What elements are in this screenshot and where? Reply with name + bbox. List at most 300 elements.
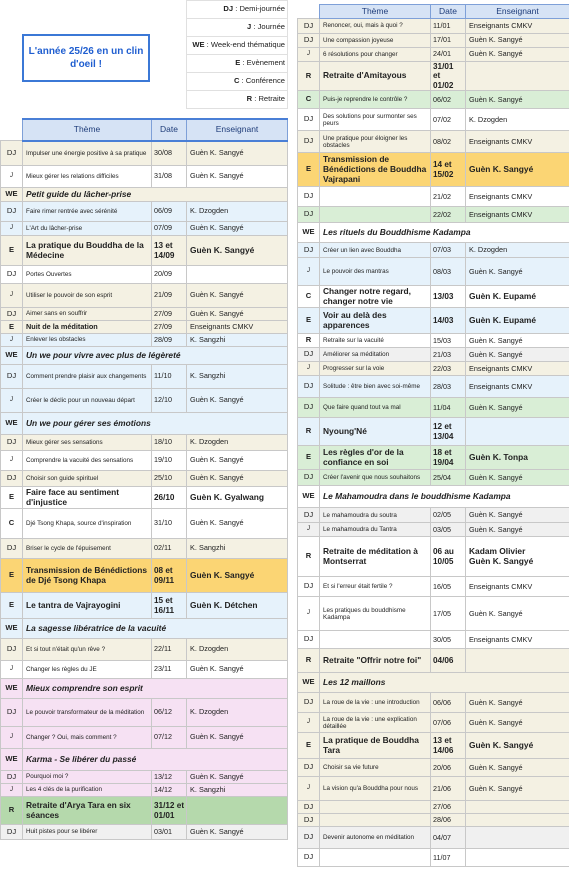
schedule-row: [1, 365, 288, 389]
category-code: DJ: [298, 376, 320, 398]
event-teacher: Guèn K. Détchen: [187, 593, 288, 619]
schedule-row: [298, 376, 569, 398]
event-teacher: Guèn K. Sangyé: [187, 825, 288, 840]
event-theme: Comment prendre plaisir aux changements: [23, 365, 152, 389]
event-date: 27/09: [152, 308, 187, 321]
event-teacher: Guèn K. Sangyé: [466, 733, 569, 759]
event-theme: Enlever les obstacles: [23, 334, 152, 347]
category-code: WE: [1, 413, 23, 435]
event-teacher: Guèn K. Sangyé: [466, 693, 569, 713]
event-date: 11/07: [431, 849, 466, 867]
legend-label: : Demi-journée: [233, 4, 286, 14]
event-date: 08 et 09/11: [152, 559, 187, 593]
event-teacher: Guèn K. Sangyé: [466, 508, 569, 523]
event-theme: Voir au delà des apparences: [320, 308, 431, 334]
event-theme: Djé Tsong Khapa, source d'inspiration: [23, 509, 152, 539]
schedule-row: [298, 398, 569, 418]
event-teacher: Guèn K. Sangyé: [466, 523, 569, 537]
legend-code: DJ: [223, 4, 234, 14]
event-date: 25/10: [152, 471, 187, 487]
event-teacher: [466, 849, 569, 867]
header-date: Date: [152, 119, 187, 141]
weekend-theme-title: Mieux comprendre son esprit: [23, 679, 288, 699]
event-date: 21/03: [431, 348, 466, 362]
event-theme: [320, 814, 431, 827]
category-code: DJ: [298, 207, 320, 223]
category-code: WE: [1, 188, 23, 202]
schedule-row: [298, 362, 569, 376]
event-teacher: Guèn K. Sangyé: [466, 759, 569, 777]
event-theme: Changer notre regard, changer notre vie: [320, 286, 431, 308]
schedule-row: [298, 827, 569, 849]
schedule-row: [298, 508, 569, 523]
category-code: J: [298, 777, 320, 801]
event-theme: Solitude : être bien avec soi-même: [320, 376, 431, 398]
event-teacher: Enseignants CMKV: [466, 19, 569, 34]
category-code: E: [298, 308, 320, 334]
event-theme: Les 4 clés de la purification: [23, 784, 152, 797]
event-theme: Le mahamoudra du soutra: [320, 508, 431, 523]
category-code: DJ: [1, 639, 23, 661]
category-code: J: [298, 713, 320, 733]
category-code: C: [1, 509, 23, 539]
schedule-row: [298, 597, 569, 631]
event-teacher: Guèn K. Sangyé: [187, 509, 288, 539]
category-code: J: [1, 661, 23, 679]
category-code: E: [298, 446, 320, 470]
category-code: DJ: [1, 308, 23, 321]
event-teacher: Guèn K. Sangyé: [466, 48, 569, 62]
schedule-row: [1, 679, 288, 699]
category-code: J: [1, 727, 23, 749]
left-schedule-table: [0, 0, 288, 840]
event-theme: Briser le cycle de l'épuisement: [23, 539, 152, 559]
event-date: 30/08: [152, 141, 187, 166]
category-code: R: [298, 649, 320, 673]
category-code: R: [298, 62, 320, 91]
legend-row-e: [1, 55, 288, 73]
event-date: 31/12 et 01/01: [152, 797, 187, 825]
category-code: DJ: [1, 141, 23, 166]
event-theme: Impulser une énergie positive à sa pratique: [23, 141, 152, 166]
category-code: DJ: [1, 471, 23, 487]
event-date: 13/12: [152, 771, 187, 784]
schedule-row: [298, 418, 569, 446]
schedule-row: [298, 759, 569, 777]
schedule-row: [1, 435, 288, 451]
event-theme: Créer un lien avec Bouddha: [320, 243, 431, 258]
left-header-row: [1, 119, 288, 141]
category-code: WE: [298, 223, 320, 243]
event-theme: Le mahamoudra du Tantra: [320, 523, 431, 537]
event-date: 13 et 14/09: [152, 236, 187, 266]
category-code: J: [298, 523, 320, 537]
event-theme: Choisir sa vie future: [320, 759, 431, 777]
schedule-row: [1, 593, 288, 619]
event-teacher: Guèn K. Sangyé: [466, 713, 569, 733]
event-teacher: [466, 827, 569, 849]
schedule-row: [1, 166, 288, 188]
event-teacher: [466, 418, 569, 446]
category-code: E: [298, 733, 320, 759]
schedule-row: [298, 207, 569, 223]
legend-label: : Retraite: [252, 94, 286, 104]
event-teacher: Enseignants CMKV: [187, 321, 288, 334]
event-date: 06/02: [431, 91, 466, 109]
header-theme: Thème: [320, 5, 431, 19]
category-code: DJ: [298, 814, 320, 827]
schedule-row: [1, 413, 288, 435]
header-theme: Thème: [23, 119, 152, 141]
event-date: 27/09: [152, 321, 187, 334]
event-teacher: Guèn K. Sangyé: [187, 284, 288, 308]
event-teacher: Guèn K. Sangyé: [187, 141, 288, 166]
category-code: DJ: [298, 34, 320, 48]
schedule-row: [298, 48, 569, 62]
schedule-row: [298, 334, 569, 348]
weekend-theme-title: Le Mahamoudra dans le bouddhisme Kadampa: [320, 486, 569, 508]
event-teacher: Guèn K. Sangyé: [466, 348, 569, 362]
category-code: E: [1, 236, 23, 266]
schedule-row: [298, 693, 569, 713]
legend-code: C: [233, 76, 240, 86]
event-date: 06/12: [152, 699, 187, 727]
event-date: 07/06: [431, 713, 466, 733]
weekend-theme-title: Les rituels du Bouddhisme Kadampa: [320, 223, 569, 243]
event-teacher: Guèn K. Sangyé: [187, 771, 288, 784]
schedule-row: [298, 537, 569, 577]
event-theme: La roue de la vie : une explication détaillée: [320, 713, 431, 733]
event-teacher: Guèn K. Sangyé: [466, 153, 569, 187]
schedule-row: [298, 243, 569, 258]
event-date: 15/03: [431, 334, 466, 348]
event-date: 12/10: [152, 389, 187, 413]
event-date: 18/10: [152, 435, 187, 451]
legend-item: [187, 1, 288, 19]
event-theme: Progresser sur la voie: [320, 362, 431, 376]
legend-code: R: [246, 94, 253, 104]
event-theme: Créer le déclic pour un nouveau départ: [23, 389, 152, 413]
event-theme: Retraite de méditation à Montserrat: [320, 537, 431, 577]
category-code: J: [1, 284, 23, 308]
event-theme: Mieux gérer ses sensations: [23, 435, 152, 451]
event-teacher: [466, 649, 569, 673]
event-theme: 6 résolutions pour changer: [320, 48, 431, 62]
event-date: 07/03: [431, 243, 466, 258]
schedule-row: [1, 308, 288, 321]
schedule-row: [298, 814, 569, 827]
event-theme: Aimer sans en souffrir: [23, 308, 152, 321]
legend-item: [187, 91, 288, 109]
schedule-row: [298, 673, 569, 693]
category-code: DJ: [298, 348, 320, 362]
legend-item: [187, 73, 288, 91]
event-teacher: Guèn K. Sangyé: [187, 471, 288, 487]
category-code: DJ: [298, 631, 320, 649]
event-theme: La pratique du Bouddha de la Médecine: [23, 236, 152, 266]
category-code: E: [1, 487, 23, 509]
event-theme: Changer ? Oui, mais comment ?: [23, 727, 152, 749]
event-date: 06/06: [431, 693, 466, 713]
legend-label: : Conférence: [239, 76, 286, 86]
schedule-row: [298, 286, 569, 308]
schedule-row: [1, 619, 288, 639]
event-theme: L'Art du lâcher-prise: [23, 222, 152, 236]
category-code: WE: [1, 679, 23, 699]
category-code: J: [1, 389, 23, 413]
schedule-row: [1, 347, 288, 365]
legend-label: : Week-end thématique: [204, 40, 286, 50]
page-title: L'année 25/26 en un clin d'oeil !: [22, 34, 150, 82]
event-date: 13/03: [431, 286, 466, 308]
legend-label: : Evènement: [240, 58, 286, 68]
event-teacher: Guèn K. Sangyé: [466, 91, 569, 109]
event-date: 27/06: [431, 801, 466, 814]
event-theme: Et si tout n'était qu'un rêve ?: [23, 639, 152, 661]
legend-row-c: [1, 73, 288, 91]
schedule-row: [1, 471, 288, 487]
legend-code: E: [235, 58, 241, 68]
event-theme: Retraite "Offrir notre foi": [320, 649, 431, 673]
event-theme: Transmission de Bénédictions de Djé Tsong Khapa: [23, 559, 152, 593]
event-theme: Améliorer sa méditation: [320, 348, 431, 362]
event-theme: Huit pistes pour se libérer: [23, 825, 152, 840]
header-date: Date: [431, 5, 466, 19]
event-teacher: [187, 797, 288, 825]
event-date: 20/06: [431, 759, 466, 777]
schedule-row: [298, 849, 569, 867]
event-date: 04/06: [431, 649, 466, 673]
category-code: DJ: [298, 131, 320, 153]
event-date: 07/12: [152, 727, 187, 749]
event-theme: Renoncer, oui, mais à quoi ?: [320, 19, 431, 34]
schedule-row: [298, 223, 569, 243]
event-teacher: Guèn K. Sangyé: [187, 559, 288, 593]
legend-row-r: [1, 91, 288, 109]
category-code: J: [1, 166, 23, 188]
event-teacher: [466, 62, 569, 91]
schedule-row: [298, 577, 569, 597]
event-teacher: Guèn K. Sangyé: [466, 470, 569, 486]
schedule-row: [1, 639, 288, 661]
schedule-row: [298, 523, 569, 537]
category-code: C: [298, 286, 320, 308]
category-code: E: [1, 593, 23, 619]
weekend-theme-title: Un we pour vivre avec plus de légèreté: [23, 347, 288, 365]
event-theme: Des solutions pour surmonter ses peurs: [320, 109, 431, 131]
event-teacher: Guèn K. Eupamé: [466, 308, 569, 334]
category-code: WE: [298, 673, 320, 693]
schedule-row: [298, 631, 569, 649]
event-date: 11/04: [431, 398, 466, 418]
schedule-row: [1, 334, 288, 347]
event-theme: Utiliser le pouvoir de son esprit: [23, 284, 152, 308]
weekend-theme-title: La sagesse libératrice de la vacuité: [23, 619, 288, 639]
event-date: 06/09: [152, 202, 187, 222]
event-date: 13 et 14/06: [431, 733, 466, 759]
schedule-row: [1, 487, 288, 509]
schedule-row: [1, 202, 288, 222]
event-theme: Et si l'erreur était fertile ?: [320, 577, 431, 597]
event-theme: [320, 631, 431, 649]
schedule-row: [298, 187, 569, 207]
event-date: 03/01: [152, 825, 187, 840]
event-theme: La roue de la vie : une introduction: [320, 693, 431, 713]
category-code: DJ: [298, 508, 320, 523]
category-code: WE: [1, 347, 23, 365]
event-date: 16/05: [431, 577, 466, 597]
event-theme: Retraite sur la vacuité: [320, 334, 431, 348]
category-code: DJ: [298, 759, 320, 777]
event-teacher: Guèn K. Gyalwang: [187, 487, 288, 509]
category-code: DJ: [1, 435, 23, 451]
event-teacher: Guèn K. Sangyé: [187, 661, 288, 679]
event-theme: Que faire quand tout va mal: [320, 398, 431, 418]
category-code: DJ: [298, 693, 320, 713]
event-teacher: Guèn K. Sangyé: [187, 389, 288, 413]
event-date: 31/10: [152, 509, 187, 539]
schedule-row: [298, 62, 569, 91]
schedule-row: [298, 713, 569, 733]
event-date: 26/10: [152, 487, 187, 509]
event-teacher: Guèn K. Sangyé: [187, 222, 288, 236]
schedule-row: [1, 266, 288, 284]
event-date: 02/05: [431, 508, 466, 523]
event-theme: Créer l'avenir que nous souhaitons: [320, 470, 431, 486]
event-theme: Le pouvoir des mantras: [320, 258, 431, 286]
schedule-row: [1, 222, 288, 236]
event-teacher: Enseignants CMKV: [466, 207, 569, 223]
schedule-row: [1, 559, 288, 593]
schedule-row: [1, 321, 288, 334]
category-code: DJ: [298, 577, 320, 597]
schedule-row: [1, 509, 288, 539]
event-date: 04/07: [431, 827, 466, 849]
event-theme: Le tantra de Vajrayogini: [23, 593, 152, 619]
event-teacher: K. Sangzhi: [187, 539, 288, 559]
event-teacher: Enseignants CMKV: [466, 577, 569, 597]
event-teacher: Enseignants CMKV: [466, 187, 569, 207]
category-code: J: [1, 451, 23, 471]
schedule-row: [298, 34, 569, 48]
event-teacher: Guèn K. Sangyé: [466, 258, 569, 286]
event-teacher: K. Dzogden: [187, 435, 288, 451]
event-date: 08/02: [431, 131, 466, 153]
event-teacher: K. Dzogden: [187, 639, 288, 661]
schedule-row: [298, 131, 569, 153]
event-teacher: K. Dzogden: [187, 699, 288, 727]
schedule-row: [298, 19, 569, 34]
category-code: R: [1, 797, 23, 825]
schedule-row: [1, 784, 288, 797]
category-code: J: [1, 222, 23, 236]
event-theme: Choisir son guide spirituel: [23, 471, 152, 487]
event-theme: Une compassion joyeuse: [320, 34, 431, 48]
event-date: 30/05: [431, 631, 466, 649]
event-date: 03/05: [431, 523, 466, 537]
event-teacher: Guèn K. Sangyé: [187, 236, 288, 266]
event-teacher: Guèn K. Eupamé: [466, 286, 569, 308]
event-theme: Retraite d'Amitayous: [320, 62, 431, 91]
event-date: 14/12: [152, 784, 187, 797]
event-teacher: [466, 814, 569, 827]
category-code: E: [1, 559, 23, 593]
event-teacher: [187, 266, 288, 284]
schedule-row: [298, 733, 569, 759]
event-theme: Retraite d'Arya Tara en six séances: [23, 797, 152, 825]
event-theme: Transmission de Bénédictions de Bouddha Vajrapani: [320, 153, 431, 187]
category-code: WE: [1, 619, 23, 639]
schedule-row: [298, 446, 569, 470]
schedule-row: [1, 699, 288, 727]
event-teacher: Guèn K. Sangyé: [466, 777, 569, 801]
event-teacher: [466, 801, 569, 814]
schedule-row: [1, 141, 288, 166]
event-theme: Comprendre la vacuité des sensations: [23, 451, 152, 471]
schedule-row: [1, 771, 288, 784]
event-date: 19/10: [152, 451, 187, 471]
event-date: 07/02: [431, 109, 466, 131]
category-code: WE: [298, 486, 320, 508]
category-code: E: [1, 321, 23, 334]
category-code: R: [298, 537, 320, 577]
category-code: DJ: [1, 365, 23, 389]
category-code: C: [298, 91, 320, 109]
category-code: WE: [1, 749, 23, 771]
event-date: 28/06: [431, 814, 466, 827]
event-date: 20/09: [152, 266, 187, 284]
event-teacher: K. Dzogden: [187, 202, 288, 222]
schedule-row: [1, 451, 288, 471]
schedule-row: [298, 91, 569, 109]
schedule-row: [1, 284, 288, 308]
event-date: 21/09: [152, 284, 187, 308]
schedule-row: [298, 649, 569, 673]
category-code: DJ: [298, 243, 320, 258]
event-date: 31/01 et 01/02: [431, 62, 466, 91]
schedule-row: [1, 236, 288, 266]
category-code: DJ: [1, 266, 23, 284]
category-code: DJ: [1, 202, 23, 222]
event-date: 06 au 10/05: [431, 537, 466, 577]
event-theme: Le pouvoir transformateur de la méditation: [23, 699, 152, 727]
event-date: 11/01: [431, 19, 466, 34]
legend-item: [187, 37, 288, 55]
category-code: DJ: [298, 470, 320, 486]
category-code: J: [298, 48, 320, 62]
event-theme: La vision qu'a Bouddha pour nous: [320, 777, 431, 801]
event-teacher: Guèn K. Sangyé: [466, 398, 569, 418]
schedule-row: [298, 308, 569, 334]
event-date: 23/11: [152, 661, 187, 679]
event-teacher: Enseignants CMKV: [466, 631, 569, 649]
category-code: DJ: [298, 19, 320, 34]
event-teacher: Guèn K. Sangyé: [466, 34, 569, 48]
right-schedule-table: [297, 4, 569, 867]
category-code: R: [298, 418, 320, 446]
schedule-row: [298, 153, 569, 187]
event-teacher: Guèn K. Sangyé: [187, 727, 288, 749]
event-teacher: Guèn K. Sangyé: [466, 334, 569, 348]
legend-code: J: [247, 22, 252, 32]
schedule-row: [1, 389, 288, 413]
weekend-theme-title: Petit guide du lâcher-prise: [23, 188, 288, 202]
event-theme: Faire rimer rentrée avec sérénité: [23, 202, 152, 222]
event-theme: [320, 849, 431, 867]
event-teacher: Enseignants CMKV: [466, 362, 569, 376]
category-code: J: [1, 784, 23, 797]
event-date: 28/09: [152, 334, 187, 347]
